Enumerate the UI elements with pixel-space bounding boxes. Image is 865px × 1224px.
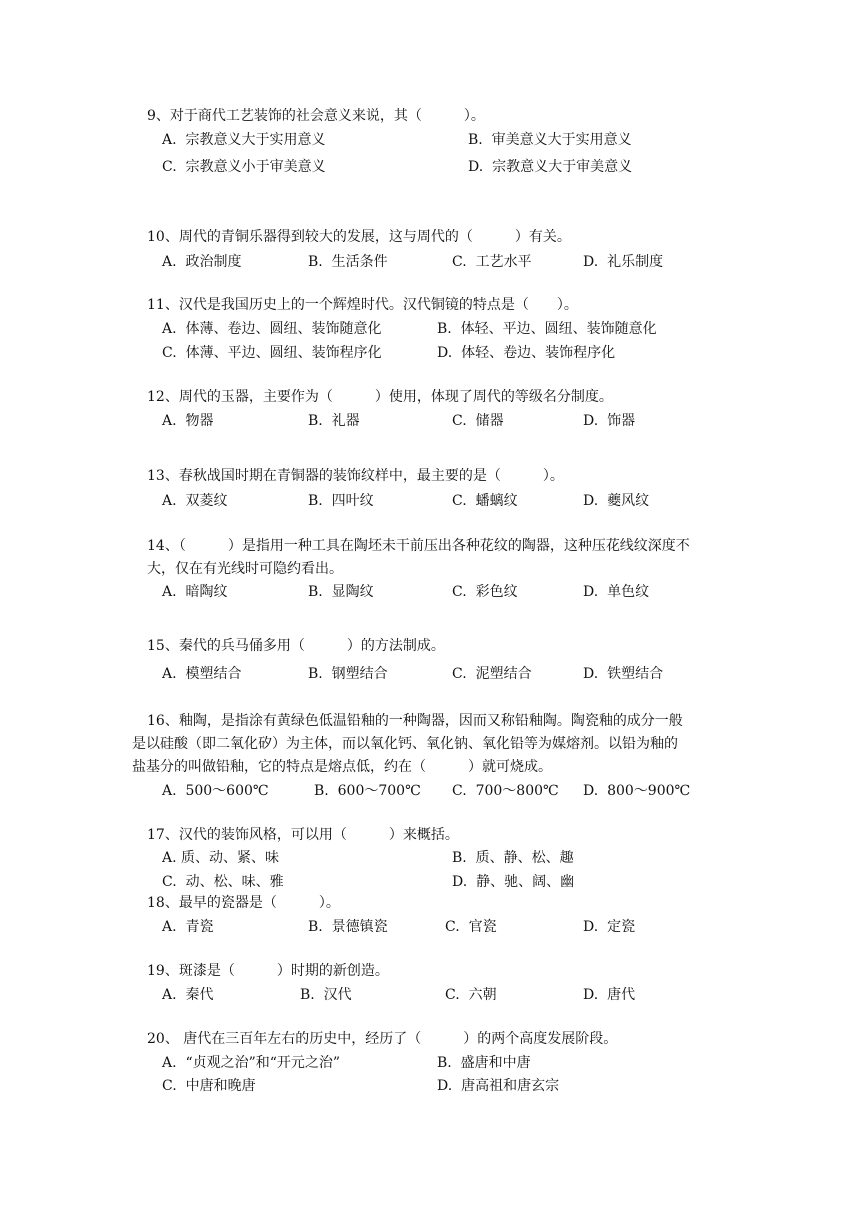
- question-9-option-a: A. 宗教意义大于实用意义: [162, 132, 326, 148]
- question-16-line-1: 16、釉陶，是指涂有黄绿色低温铅釉的一种陶器，因而又称铅釉陶。陶瓷釉的成分一般: [147, 713, 683, 729]
- question-11-option-c: C. 体薄、平边、圆纽、装饰程序化: [162, 345, 382, 361]
- question-20-option-b: B. 盛唐和中唐: [437, 1055, 531, 1071]
- question-10: 10、周代的青铜乐器得到较大的发展，这与周代的（ ）有关。: [147, 229, 571, 245]
- question-14-line-2: 大，仅在有光线时可隐约看出。: [147, 561, 343, 577]
- question-13-option-a: A. 双菱纹: [162, 493, 228, 509]
- question-16-option-a: A. 500～600℃: [162, 783, 269, 799]
- question-17-option-c: C. 动、松、味、雅: [162, 874, 284, 890]
- question-10-option-c: C. 工艺水平: [452, 254, 532, 270]
- question-17-option-b: B. 质、静、松、趣: [452, 850, 574, 866]
- question-15-option-d: D. 铁塑结合: [583, 666, 664, 682]
- question-11: 11、汉代是我国历史上的一个辉煌时代。汉代铜镜的特点是（ ）。: [147, 297, 578, 313]
- question-15-option-b: B. 钢塑结合: [308, 666, 388, 682]
- question-19-option-d: D. 唐代: [583, 987, 636, 1003]
- question-16-line-3: 盐基分的叫做铅釉，它的特点是熔点低，约在（ ）就可烧成。: [132, 759, 552, 775]
- question-13: 13、春秋战国时期在青铜器的装饰纹样中，最主要的是（ ）。: [147, 468, 564, 484]
- question-15-option-c: C. 泥塑结合: [452, 666, 532, 682]
- question-12: 12、周代的玉器，主要作为（ ）使用，体现了周代的等级名分制度。: [147, 389, 613, 405]
- question-17: 17、汉代的装饰风格，可以用（ ）来概括。: [147, 827, 459, 843]
- question-18-option-b: B. 景德镇瓷: [308, 919, 388, 935]
- question-17-option-a: A. 质、动、紧、味: [162, 850, 280, 866]
- question-18-option-c: C. 官瓷: [445, 919, 497, 935]
- question-14-option-b: B. 显陶纹: [308, 584, 374, 600]
- question-20-option-d: D. 唐高祖和唐玄宗: [437, 1078, 560, 1094]
- question-16-option-b: B. 600～700℃: [314, 783, 421, 799]
- question-19: 19、斑漆是（ ）时期的新创造。: [147, 963, 389, 979]
- question-20: 20、 唐代在三百年左右的历史中，经历了（ ）的两个高度发展阶段。: [147, 1031, 618, 1047]
- question-11-option-d: D. 体轻、卷边、装饰程序化: [437, 345, 616, 361]
- question-16-line-2: 是以硅酸（即二氧化矽）为主体，而以氧化钙、氧化钠、氧化铅等为媒熔剂。以铅为釉的: [132, 736, 678, 752]
- question-14-line-1: 14、（ ）是指用一种工具在陶坯未干前压出各种花纹的陶器，这种压花线纹深度不: [147, 538, 690, 554]
- question-12-option-d: D. 饰器: [583, 413, 636, 429]
- question-18-option-a: A. 青瓷: [162, 919, 214, 935]
- question-10-option-a: A. 政治制度: [162, 254, 242, 270]
- question-13-option-c: C. 蟠螭纹: [452, 493, 518, 509]
- question-16-option-c: C. 700～800℃: [452, 783, 559, 799]
- question-20-option-c: C. 中唐和晚唐: [162, 1078, 256, 1094]
- question-20-option-a: A. “贞观之治”和“开元之治”: [162, 1055, 341, 1071]
- question-13-option-d: D. 夔风纹: [583, 493, 650, 509]
- question-16-option-d: D. 800～900℃: [583, 783, 691, 799]
- question-10-option-d: D. 礼乐制度: [583, 254, 664, 270]
- question-15: 15、秦代的兵马俑多用（ ）的方法制成。: [147, 638, 445, 654]
- question-9-option-d: D. 宗教意义大于审美意义: [468, 159, 633, 175]
- question-12-option-b: B. 礼器: [308, 413, 360, 429]
- question-12-option-c: C. 储器: [452, 413, 504, 429]
- question-10-option-b: B. 生活条件: [308, 254, 388, 270]
- question-15-option-a: A. 模塑结合: [162, 666, 242, 682]
- question-9-option-c: C. 宗教意义小于审美意义: [162, 159, 326, 175]
- question-12-option-a: A. 物器: [162, 413, 214, 429]
- question-14-option-d: D. 单色纹: [583, 584, 650, 600]
- question-11-option-b: B. 体轻、平边、圆纽、装饰随意化: [437, 321, 657, 337]
- question-14-option-c: C. 彩色纹: [452, 584, 518, 600]
- question-19-option-c: C. 六朝: [445, 987, 497, 1003]
- question-18-option-d: D. 定瓷: [583, 919, 636, 935]
- question-9-option-b: B. 审美意义大于实用意义: [468, 132, 632, 148]
- question-18: 18、最早的瓷器是（ ）。: [147, 895, 340, 911]
- question-14-option-a: A. 暗陶纹: [162, 584, 228, 600]
- question-13-option-b: B. 四叶纹: [308, 493, 374, 509]
- question-9: 9、对于商代工艺装饰的社会意义来说，其（ ）。: [147, 108, 485, 124]
- question-17-option-d: D. 静、驰、阔、幽: [452, 874, 575, 890]
- question-11-option-a: A. 体薄、卷边、圆纽、装饰随意化: [162, 321, 382, 337]
- question-19-option-b: B. 汉代: [300, 987, 352, 1003]
- question-19-option-a: A. 秦代: [162, 987, 214, 1003]
